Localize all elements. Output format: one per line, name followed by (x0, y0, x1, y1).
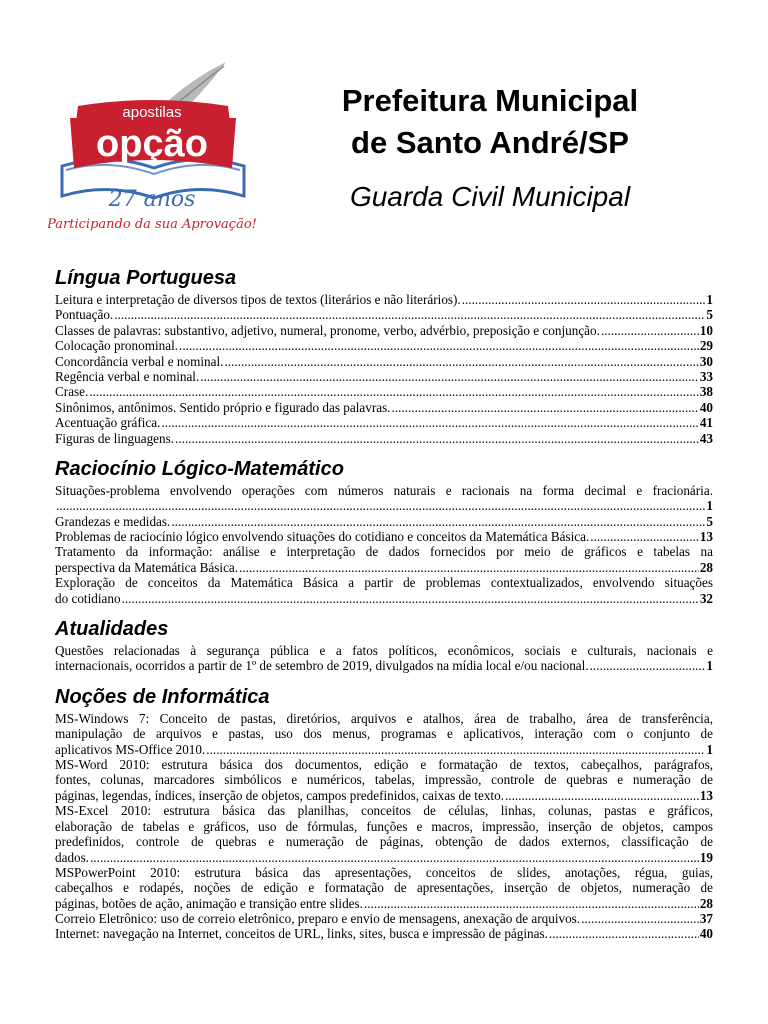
dot-leader (462, 292, 706, 307)
toc-entry-line: Exploração de conceitos da Matemática Básica a partir de problemas contextualizados, envolvendo situações (55, 575, 713, 591)
toc-entry (55, 911, 713, 926)
toc-entry-text: Crase. (55, 384, 89, 400)
dot-leader (239, 560, 699, 575)
table-of-contents (55, 265, 713, 942)
dot-leader (200, 369, 699, 384)
toc-entry-list (55, 643, 713, 674)
dot-leader (392, 400, 699, 415)
toc-leader-row (55, 850, 713, 865)
toc-entry (55, 369, 713, 384)
toc-entry-line: Questões relacionadas à segurança pública e a fatos políticos, econômicos, sociais e culturais, nacionais e (55, 643, 713, 659)
toc-entry (55, 384, 713, 399)
page-title-line-2: de Santo André/SP (351, 125, 629, 160)
toc-section (55, 265, 713, 446)
toc-entry-text: Problemas de raciocínio lógico envolvendo situações do cotidiano e conceitos da Matemática Básica. (55, 529, 590, 545)
toc-entry (55, 323, 713, 338)
logo-top-text: apostilas (122, 104, 182, 121)
toc-leader-row (55, 384, 713, 399)
toc-entry-text: Figuras de linguagens. (55, 430, 175, 446)
toc-page-number: 40 (699, 399, 713, 415)
dot-leader (206, 742, 705, 757)
toc-leader-row (55, 788, 713, 803)
toc-entry-text: Correio Eletrônico: uso de correio eletrônico, preparo e envio de mensagens, anexação de arquivos. (55, 911, 581, 927)
toc-page-number: 40 (699, 926, 713, 942)
toc-entry-line: MS-Word 2010: estrutura básica dos documentos, edição e formatação de textos, cabeçalhos, parágrafos, (55, 757, 713, 773)
toc-entry-text: Classes de palavras: substantivo, adjetivo, numeral, pronome, verbo, advérbio, preposição e conjunção. (55, 322, 600, 338)
toc-entry-line: MSPowerPoint 2010: estrutura básica das apresentações, conceitos de slides, anotações, régua, guias, (55, 864, 713, 880)
toc-entry-text: Grandezas e medidas. (55, 513, 171, 529)
toc-page-number: 13 (699, 529, 713, 545)
toc-entry (55, 757, 713, 803)
toc-entry (55, 803, 713, 865)
toc-entry (55, 483, 713, 514)
toc-entry-text: perspectiva da Matemática Básica. (55, 559, 239, 575)
toc-leader-row (55, 658, 713, 673)
toc-leader-row (55, 529, 713, 544)
toc-page-number: 33 (699, 368, 713, 384)
toc-entry-text: internacionais, ocorridos a partir de 1º de setembro de 2019, divulgados na mídia local e/ou nacional. (55, 658, 589, 674)
toc-leader-row (55, 926, 713, 941)
toc-entry-line: fontes, colunas, marcadores simbólicos e numéricos, tabelas, impressão, controle de quebras e numeração de (55, 772, 713, 788)
toc-section (55, 616, 713, 674)
toc-leader-row (55, 498, 713, 513)
toc-entry-text: Acentuação gráfica. (55, 415, 161, 431)
toc-entry-line: Situações-problema envolvendo operações com números naturais e racionais na forma decimal e fracionária. (55, 482, 713, 498)
toc-entry-line: predefinidos, controle de quebras e numeração de páginas, obtenção de dados externos, classificação de (55, 834, 713, 850)
dot-leader (179, 338, 699, 353)
toc-entry-text: Regência verbal e nominal. (55, 368, 200, 384)
toc-entry-list (55, 292, 713, 446)
toc-page-number: 41 (699, 415, 713, 431)
toc-entry-text: Internet: navegação na Internet, conceitos de URL, links, sites, busca e impressão de páginas. (55, 926, 548, 942)
dot-leader (549, 926, 699, 941)
header (280, 80, 700, 214)
toc-entry (55, 292, 713, 307)
toc-page-number: 32 (699, 590, 713, 606)
toc-leader-row (55, 431, 713, 446)
toc-section (55, 684, 713, 942)
toc-leader-row (55, 742, 713, 757)
toc-entry (55, 926, 713, 941)
logo-graphic (48, 56, 260, 236)
dot-leader (122, 591, 699, 606)
toc-leader-row (55, 323, 713, 338)
toc-leader-row (55, 292, 713, 307)
dot-leader (171, 514, 705, 529)
toc-entry (55, 415, 713, 430)
toc-entry (55, 354, 713, 369)
toc-page-number: 43 (699, 430, 713, 446)
toc-entry (55, 514, 713, 529)
toc-page-number: 10 (699, 322, 713, 338)
dot-leader (590, 529, 699, 544)
toc-leader-row (55, 400, 713, 415)
toc-entry-list (55, 483, 713, 606)
toc-page-number: 13 (699, 787, 713, 803)
toc-entry (55, 338, 713, 353)
toc-page-number: 37 (699, 911, 713, 927)
logo-tagline-text: Participando da sua Aprovação! (48, 217, 257, 232)
toc-page-number: 5 (706, 513, 713, 529)
toc-entry-list (55, 711, 713, 942)
section-heading: Noções de Informática (55, 685, 270, 708)
toc-entry-line: MS-Excel 2010: estrutura básica das planilhas, conceitos de células, linhas, colunas, pastas e gráficos, (55, 803, 713, 819)
dot-leader (224, 354, 698, 369)
toc-page-number: 1 (706, 292, 713, 307)
toc-entry-text: Sinônimos, antônimos. Sentido próprio e figurado das palavras. (55, 399, 391, 415)
toc-page-number: 1 (706, 498, 713, 514)
toc-entry (55, 575, 713, 606)
toc-entry-line: Tratamento da informação: análise e interpretação de dados fornecidos por meio de gráficos e tabelas na (55, 544, 713, 560)
toc-entry-text: aplicativos MS-Office 2010. (55, 741, 206, 757)
toc-leader-row (55, 514, 713, 529)
dot-leader (505, 788, 699, 803)
toc-entry-text: do cotidiano (55, 590, 121, 606)
toc-entry-line: cabeçalhos e rodapés, noções de edição e formatação de apresentações, inserção de objetos, numeração de (55, 880, 713, 896)
toc-entry-text: páginas, legendas, índices, inserção de objetos, campos predefinidos, caixas de texto. (55, 787, 504, 803)
section-heading: Língua Portuguesa (55, 267, 237, 289)
toc-entry (55, 643, 713, 674)
toc-page-number: 28 (699, 559, 713, 575)
toc-entry (55, 544, 713, 575)
toc-page-number: 30 (699, 353, 713, 369)
toc-page-number: 1 (706, 658, 713, 674)
toc-leader-row (55, 354, 713, 369)
dot-leader (161, 415, 698, 430)
dot-leader (590, 658, 706, 673)
logo-brand-text: opção (96, 123, 208, 165)
toc-entry-line: MS-Windows 7: Conceito de pastas, diretórios, arquivos e atalhos, área de trabalho, área de transferência, (55, 710, 713, 726)
toc-page-number: 19 (699, 849, 713, 865)
toc-leader-row (55, 896, 713, 911)
apostilas-opcao-logo (48, 56, 260, 236)
toc-entry (55, 529, 713, 544)
toc-entry-text: Leitura e interpretação de diversos tipos de textos (literários e não literários). (55, 292, 461, 307)
toc-leader-row (55, 415, 713, 430)
toc-page-number: 38 (699, 384, 713, 400)
dot-leader (90, 850, 699, 865)
toc-leader-row (55, 911, 713, 926)
toc-leader-row (55, 307, 713, 322)
toc-section (55, 456, 713, 606)
toc-entry-text: dados. (55, 849, 90, 865)
toc-entry (55, 307, 713, 322)
section-heading: Raciocínio Lógico-Matemático (55, 457, 344, 480)
toc-entry-text: Colocação pronominal. (55, 338, 179, 354)
toc-entry-line: elaboração de tabelas e gráficos, uso de fórmulas, funções e macros, impressão, inserção de objetos, campos (55, 818, 713, 834)
toc-page-number: 5 (706, 307, 713, 323)
dot-leader (601, 323, 699, 338)
toc-leader-row (55, 369, 713, 384)
logo-years-text: 27 anos (108, 187, 196, 212)
section-heading: Atualidades (55, 618, 169, 641)
dot-leader (364, 896, 699, 911)
toc-page-number: 1 (706, 741, 713, 757)
dot-leader (56, 498, 705, 513)
toc-entry (55, 711, 713, 757)
toc-page-number: 29 (699, 338, 713, 354)
toc-leader-row (55, 591, 713, 606)
dot-leader (581, 911, 699, 926)
dot-leader (175, 431, 699, 446)
toc-entry-text: Pontuação. (55, 307, 114, 323)
toc-page-number: 28 (699, 895, 713, 911)
toc-entry-line: manipulação de arquivos e pastas, uso dos menus, programas e aplicativos, interação com o conjunto de (55, 726, 713, 742)
page-title-line-1: Prefeitura Municipal (341, 83, 639, 118)
dot-leader (114, 307, 705, 322)
toc-entry (55, 400, 713, 415)
dot-leader (89, 384, 698, 399)
page-subtitle: Guarda Civil Municipal (349, 181, 631, 212)
toc-entry-text: Concordância verbal e nominal. (55, 353, 224, 369)
toc-leader-row (55, 560, 713, 575)
toc-entry (55, 431, 713, 446)
toc-entry (55, 865, 713, 911)
toc-entry-text: páginas, botões de ação, animação e transição entre slides. (55, 895, 363, 911)
toc-leader-row (55, 338, 713, 353)
